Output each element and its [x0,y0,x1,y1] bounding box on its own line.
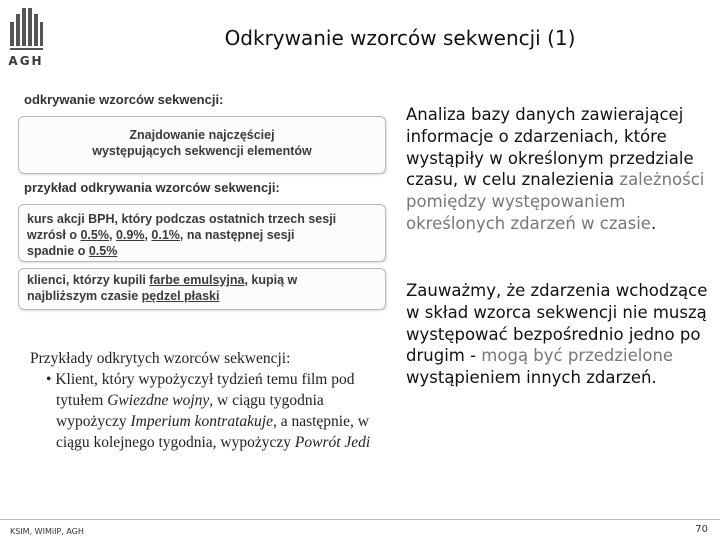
figure-heading-1: odkrywanie wzorców sekwencji: [24,92,224,107]
figure-heading-2: przykład odkrywania wzorców sekwencji: [24,180,280,195]
examples-intro: Przykłady odkrytych wzorców sekwencji: [30,350,291,367]
paint-line-2: najbliższym czasie pędzel płaski [27,289,220,303]
definition-line-2: występujących sekwencji elementów [92,144,312,158]
paint-line-1: klienci, którzy kupili farbe emulsyjna, kupią w [27,273,298,287]
right-paragraph-1: Analiza bazy danych zawierającej informacje o zdarzeniach, które wystąpiły w określonym przedziale czasu, w celu znalezienia zależności pomiędzy występowaniem określonych zdarzeń w czasie. [406,105,705,233]
stock-line-3: spadnie o 0.5% [27,244,118,258]
right-paragraph-2: Zauważmy, że zdarzenia wchodzące w skład wzorca sekwencji nie muszą występować bezpośrednio jedno po drugim - mogą być przedzielone wystąpieniem innych zdarzeń. [406,281,708,388]
bullet: • [46,371,52,388]
logo-text: AGH [8,54,44,68]
examples-block [30,348,390,453]
example-item: • Klient, który wypożyczył tydzień temu film pod tytułem Gwiezdne wojny, w ciągu tygodnia wypożyczy Imperium kontratakuje, a następnie, w ciągu kolejnego tygodnia, wypożyczy Powrót Jedi [46,371,371,451]
stock-line-2: wzrósł o 0.5%, 0.9%, 0.1%, na następnej sesji [27,228,295,242]
agh-logo [8,8,44,70]
slide-title: Odkrywanie wzorców sekwencji (1) [224,26,576,50]
agh-logo-bars-icon [8,8,44,52]
page-number: 70 [695,524,708,535]
example-box-stock [18,204,386,262]
definition-box [18,116,386,174]
footer-divider [0,519,720,520]
definition-line-1: Znajdowanie najczęściej [129,128,275,142]
example-box-paint [18,268,386,310]
embedded-figure [14,88,390,320]
footer-text: KSIM, WIMiIP, AGH [10,527,84,536]
stock-line-1: kurs akcji BPH, który podczas ostatnich trzech sesji [27,212,337,226]
